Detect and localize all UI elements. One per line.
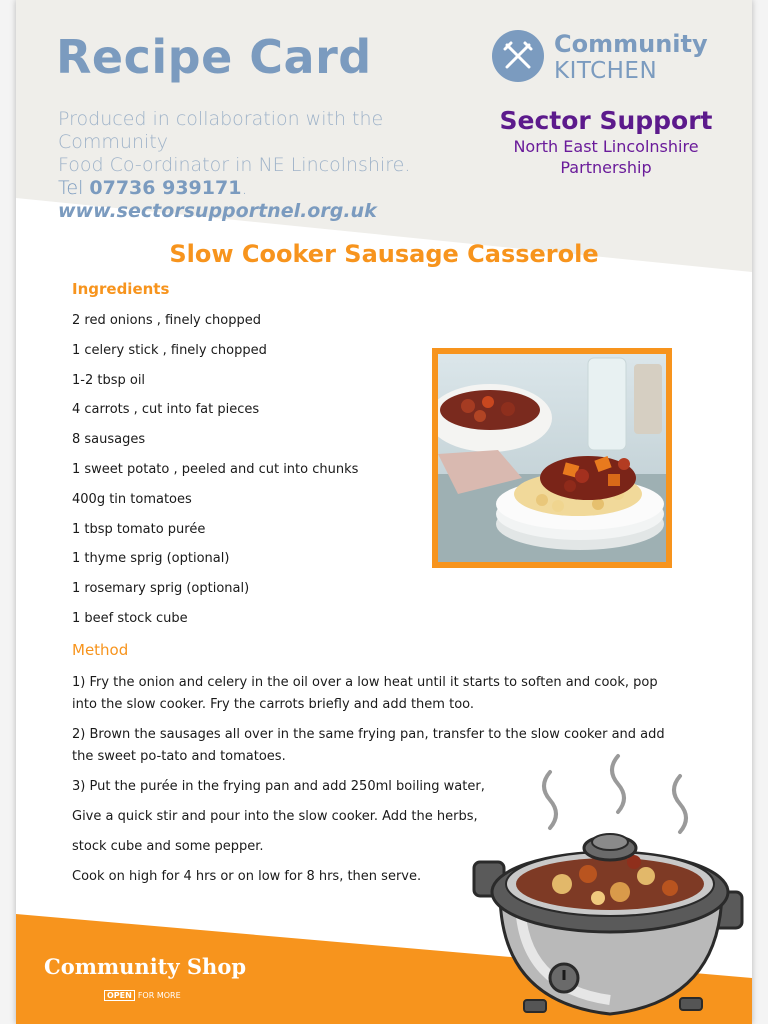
casserole-photo — [432, 348, 672, 568]
community-shop-logo: Community Shop — [44, 954, 247, 979]
tel-label: Tel — [58, 177, 90, 199]
open-label: OPEN — [104, 990, 135, 1001]
ingredient-item: 2 red onions , finely chopped — [72, 313, 261, 328]
method-heading: Method — [72, 641, 129, 659]
method-step: 1) Fry the onion and celery in the oil over a low heat until it starts to soften and cook, pop into the slow cooker. Fry the carrots briefly and add them too. — [72, 675, 658, 712]
tel-number: 07736 939171 — [89, 177, 242, 199]
ingredient-item: 1 thyme sprig (optional) — [72, 551, 230, 567]
sector-support-title: Sector Support — [499, 106, 713, 135]
community-kitchen-line1: Community — [554, 30, 708, 58]
ingredient-item: 1 tbsp tomato purée — [72, 521, 206, 537]
ingredient-item: 1 celery stick , finely chopped — [72, 342, 267, 358]
casserole-photo-image — [438, 354, 666, 562]
community-kitchen-logo — [492, 28, 722, 88]
sector-support-logo — [486, 106, 726, 178]
community-kitchen-line2: KITCHEN — [554, 58, 658, 84]
page-title: Recipe Card — [56, 30, 372, 84]
ingredient-item: 400g tin tomatoes — [72, 491, 192, 507]
ingredient-item: 4 carrots , cut into fat pieces — [72, 402, 260, 418]
slow-cooker-illustration — [470, 752, 752, 1024]
method-step: 2) Brown the sausages all over in the same frying pan, transfer to the slow cooker and add the sweet po-tato and tomatoes. — [72, 727, 665, 764]
method-step: Give a quick stir and pour into the slow cooker. Add the herbs, — [72, 809, 478, 824]
sector-support-line2: Partnership — [560, 158, 652, 177]
ingredients-list — [72, 311, 358, 639]
ingredient-item: 1 sweet potato , peeled and cut into chunks — [72, 461, 359, 477]
fork-knife-icon — [492, 30, 544, 82]
method-step: 3) Put the purée in the frying pan and add 250ml boiling water, — [72, 779, 485, 794]
method-step: stock cube and some pepper. — [72, 839, 264, 854]
collaboration-text — [58, 108, 498, 223]
recipe-title: Slow Cooker Sausage Casserole — [169, 240, 599, 268]
ingredients-heading: Ingredients — [72, 280, 170, 298]
collab-line-2: Food Co-ordinator in NE Lincolnshire. — [58, 154, 411, 176]
open-tagline: FOR MORE — [137, 991, 181, 1000]
method-step: Cook on high for 4 hrs or on low for 8 hrs, then serve. — [72, 869, 422, 884]
website-link[interactable]: www.sectorsupportnel.org.uk — [58, 200, 377, 222]
ingredient-item: 1-2 tbsp oil — [72, 372, 146, 388]
open-for-more-badge — [104, 990, 181, 1001]
ingredient-item: 1 beef stock cube — [72, 610, 188, 626]
contact-line: Tel 07736 939171. www.sectorsupportnel.org.uk — [58, 177, 377, 222]
recipe-card-page — [16, 0, 752, 1024]
ingredient-item: 8 sausages — [72, 432, 146, 448]
ingredient-item: 1 rosemary sprig (optional) — [72, 581, 250, 597]
sector-support-line1: North East Lincolnshire — [513, 137, 699, 156]
collab-line-1: Produced in collaboration with the Community — [58, 108, 384, 153]
